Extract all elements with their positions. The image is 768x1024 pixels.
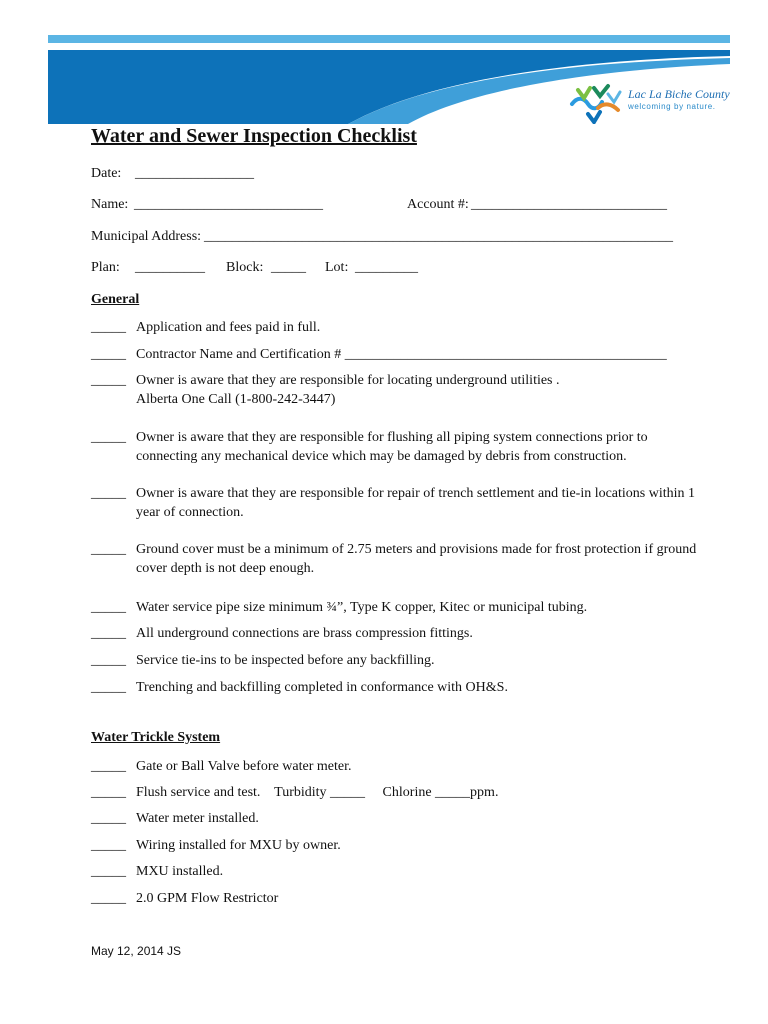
lot-field[interactable]: _________ xyxy=(355,260,418,275)
check-blank[interactable]: _____ xyxy=(91,320,126,335)
checklist-item xyxy=(91,651,711,670)
check-blank[interactable]: _____ xyxy=(91,600,126,615)
block-label: Block: xyxy=(226,260,264,275)
date-field[interactable]: _________________ xyxy=(135,166,254,181)
check-blank[interactable]: _____ xyxy=(91,373,126,388)
checklist-item xyxy=(91,783,711,802)
checklist-item xyxy=(91,624,711,643)
checklist-item xyxy=(91,540,711,578)
county-name: Lac La Biche County xyxy=(628,87,730,101)
checklist-item xyxy=(91,862,711,881)
checklist-item xyxy=(91,678,711,697)
checklist-item xyxy=(91,757,711,776)
item-text: Water meter installed. xyxy=(136,811,259,826)
date-label: Date: xyxy=(91,166,122,181)
item-text: Owner is aware that they are responsible for repair of trench settlement and tie-in locations within 1 year of connection. xyxy=(136,486,696,520)
header-accent-line xyxy=(48,35,730,43)
check-blank[interactable]: _____ xyxy=(91,785,126,800)
item-text-note: Alberta One Call (1-800-242-3447) xyxy=(136,392,336,407)
address-field[interactable]: ___________________________________________________________________ xyxy=(204,229,673,244)
check-blank[interactable]: _____ xyxy=(91,811,126,826)
name-label: Name: xyxy=(91,197,129,212)
check-blank[interactable]: _____ xyxy=(91,626,126,641)
item-text: All underground connections are brass compression fittings. xyxy=(136,626,473,641)
county-logo-mark-icon xyxy=(568,82,624,124)
item-text: Trenching and backfilling completed in conformance with OH&S. xyxy=(136,680,508,695)
county-tagline: welcoming by nature. xyxy=(628,102,716,111)
plan-label: Plan: xyxy=(91,260,120,275)
item-text: Gate or Ball Valve before water meter. xyxy=(136,759,352,774)
check-blank[interactable]: _____ xyxy=(91,759,126,774)
account-field[interactable]: ____________________________ xyxy=(471,197,667,212)
item-text: Contractor Name and Certification # ______________________________________________ xyxy=(136,347,667,362)
item-text: 2.0 GPM Flow Restrictor xyxy=(136,891,279,906)
item-text: Ground cover must be a minimum of 2.75 meters and provisions made for frost protection if ground cover depth is not deep enough. xyxy=(136,542,697,576)
check-blank[interactable]: _____ xyxy=(91,486,126,501)
checklist-item xyxy=(91,809,711,828)
footer-date: May 12, 2014 JS xyxy=(91,944,182,958)
check-blank[interactable]: _____ xyxy=(91,838,126,853)
general-heading: General xyxy=(91,292,140,307)
item-text: Owner is aware that they are responsible for locating underground utilities . xyxy=(136,373,560,388)
item-text: Water service pipe size minimum ¾”, Type K copper, Kitec or municipal tubing. xyxy=(136,600,588,615)
check-blank[interactable]: _____ xyxy=(91,864,126,879)
checklist-item xyxy=(91,836,711,855)
item-text: Owner is aware that they are responsible for flushing all piping system connections prior to connecting any mechanical device which may be damaged by debris from construction. xyxy=(136,430,648,464)
checklist-item xyxy=(91,598,711,617)
lot-label: Lot: xyxy=(325,260,349,275)
trickle-heading: Water Trickle System xyxy=(91,730,221,745)
item-text: MXU installed. xyxy=(136,864,224,879)
checklist-item xyxy=(91,371,711,409)
name-field[interactable]: ___________________________ xyxy=(134,197,323,212)
check-blank[interactable]: _____ xyxy=(91,347,126,362)
item-text: Service tie-ins to be inspected before any backfilling. xyxy=(136,653,435,668)
checklist-item xyxy=(91,889,711,908)
check-blank[interactable]: _____ xyxy=(91,542,126,557)
item-text: Flush service and test. Turbidity _____ Chlorine _____ppm. xyxy=(136,785,499,800)
item-text: Wiring installed for MXU by owner. xyxy=(136,838,341,853)
checklist-item xyxy=(91,484,711,522)
account-label: Account #: xyxy=(407,197,469,212)
item-text: Application and fees paid in full. xyxy=(136,320,321,335)
check-blank[interactable]: _____ xyxy=(91,653,126,668)
county-logo xyxy=(568,82,730,124)
page-title: Water and Sewer Inspection Checklist xyxy=(91,125,417,147)
block-field[interactable]: _____ xyxy=(271,260,306,275)
plan-field[interactable]: __________ xyxy=(135,260,205,275)
checklist-item xyxy=(91,318,711,337)
check-blank[interactable]: _____ xyxy=(91,430,126,445)
checklist-item xyxy=(91,345,711,364)
checklist-item xyxy=(91,428,711,466)
check-blank[interactable]: _____ xyxy=(91,891,126,906)
address-label: Municipal Address: xyxy=(91,229,202,244)
check-blank[interactable]: _____ xyxy=(91,680,126,695)
